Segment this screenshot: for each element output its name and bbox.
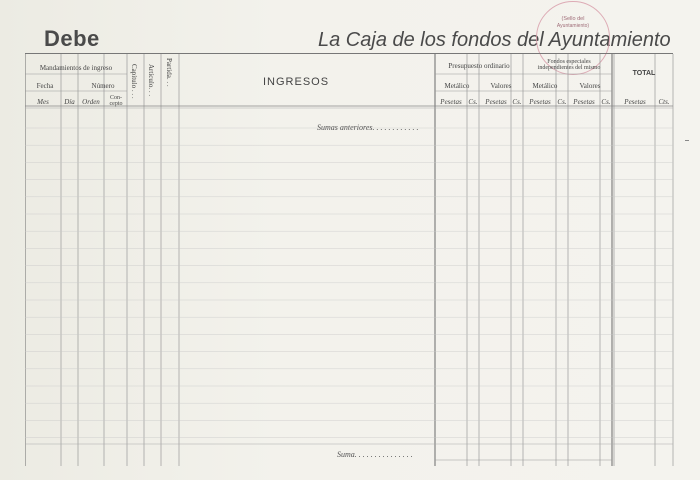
header-articulo: Artículo. . . <box>147 64 155 97</box>
ledger-table <box>25 53 673 466</box>
header-fondos-line2: independientes del mismo <box>537 65 601 71</box>
ledger-grid <box>25 54 675 468</box>
header-pesetas-3: Pesetas <box>529 98 551 106</box>
header-fecha: Fecha <box>36 82 54 90</box>
stamp-line2: Ayuntamiento) <box>556 23 590 29</box>
header-metalico-fondos: Metálico <box>532 82 558 90</box>
header-metalico: Metálico <box>444 82 470 90</box>
header-cs-1: Cs. <box>468 98 478 106</box>
header-capitulo: Capítulo . . . <box>130 64 138 99</box>
header-pesetas-2: Pesetas <box>485 98 507 106</box>
header-fondos-line1: Fondos especiales <box>547 59 591 65</box>
page-edge-mark <box>685 140 689 141</box>
header-valores-fondos: Valores <box>579 82 601 90</box>
header-concepto: Con- cepto <box>109 95 123 107</box>
header-ingresos: INGRESOS <box>263 76 330 88</box>
header-valores: Valores <box>490 82 512 90</box>
sumas-anteriores-label: Sumas anteriores. . . . . . . . . . . . <box>317 123 419 132</box>
header-mandamientos: Mandamientos de ingreso <box>39 64 113 72</box>
header-presupuesto: Presupuesto ordinario <box>448 62 510 70</box>
header-cs-2: Cs. <box>512 98 522 106</box>
caja-title: La Caja de los fondos del Ayuntamiento <box>318 29 671 51</box>
header-pesetas-4: Pesetas <box>573 98 595 106</box>
header-dia: Día <box>64 98 75 106</box>
debe-title: Debe <box>44 26 100 51</box>
header-cs-4: Cs. <box>601 98 611 106</box>
header-orden: Orden <box>82 98 100 106</box>
header-numero: Número <box>91 82 115 90</box>
suma-label: Suma. . . . . . . . . . . . . . . <box>337 450 413 459</box>
header-pesetas-1: Pesetas <box>440 98 462 106</box>
header-pesetas-total: Pesetas <box>624 98 646 106</box>
header-cs-3: Cs. <box>557 98 567 106</box>
header-partida: Partida. . . <box>165 58 173 87</box>
header-mes: Mes <box>37 98 49 106</box>
header-total: TOTAL <box>632 70 656 77</box>
stamp-line1: (Sello del <box>561 16 585 22</box>
header-cts-total: Cts. <box>658 98 670 106</box>
